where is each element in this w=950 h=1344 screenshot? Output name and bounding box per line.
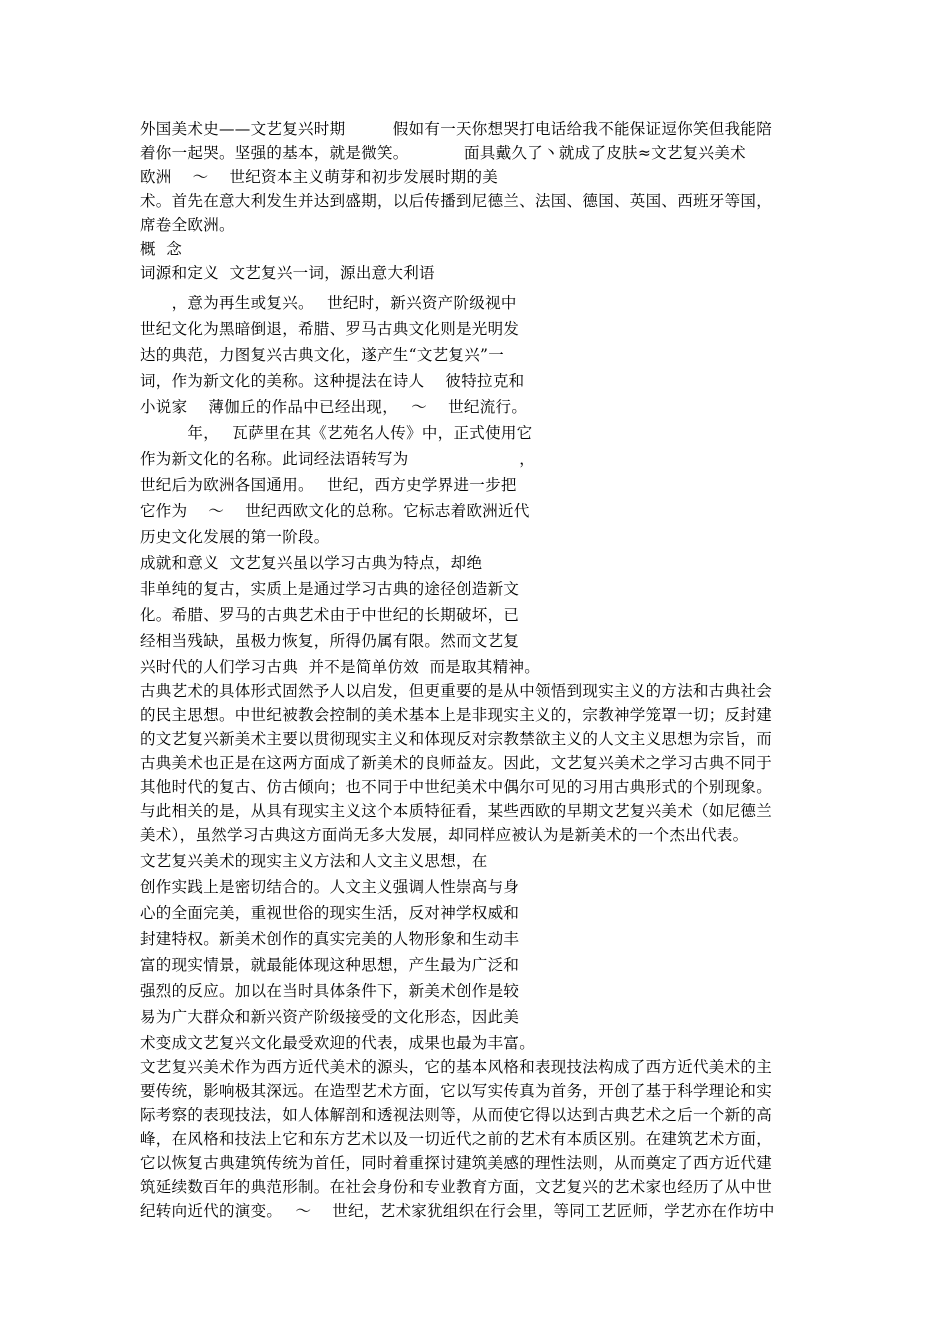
text-line: 它作为 ～ 世纪西欧文化的总称。它标志着欧洲近代 xyxy=(140,502,530,520)
text-line: 其他时代的复古、仿古倾向；也不同于中世纪美术中偶尔可见的习用古典形式的个别现象。 xyxy=(140,778,773,796)
text-line: 达的典范，力图复兴古典文化，遂产生“文艺复兴”一 xyxy=(140,346,505,364)
text-line: 席卷全欧洲。 xyxy=(140,216,235,234)
text-line: 成就和意义 文艺复兴虽以学习古典为特点，却绝 xyxy=(140,554,483,572)
text-line: 术。首先在意大利发生并达到盛期，以后传播到尼德兰、法国、德国、英国、西班牙等国， xyxy=(140,192,773,210)
text-line: 欧洲 ～ 世纪资本主义萌芽和初步发展时期的美 xyxy=(140,168,499,186)
text-line: 心的全面完美，重视世俗的现实生活，反对神学权威和 xyxy=(140,904,520,922)
text-line: 着你一起哭。坚强的基本，就是微笑。 面具戴久了丶就成了皮肤≈文艺复兴美术 xyxy=(140,144,746,162)
text-line: 外国美术史——文艺复兴时期 假如有一天你想哭打电话给我不能保证逗你笑但我能陪 xyxy=(140,120,773,138)
text-line: ，意为再生或复兴。 世纪时，新兴资产阶级视中 xyxy=(140,294,517,312)
text-line: 词，作为新文化的美称。这种提法在诗人 彼特拉克和 xyxy=(140,372,525,390)
text-line: 筑延续数百年的典范形制。在社会身份和专业教育方面，文艺复兴的艺术家也经历了从中世 xyxy=(140,1178,773,1196)
text-line: 易为广大群众和新兴资产阶级接受的文化形态，因此美 xyxy=(140,1008,520,1026)
text-line: 封建特权。新美术创作的真实完美的人物形象和生动丰 xyxy=(140,930,520,948)
text-line: 年， 瓦萨里在其《艺苑名人传》中，正式使用它 xyxy=(140,424,533,442)
text-line: 术变成文艺复兴文化最受欢迎的代表，成果也最为丰富。 xyxy=(140,1034,536,1052)
text-line: 纪转向近代的演变。 ～ 世纪，艺术家犹组织在行会里，等同工艺匠师，学艺亦在作坊中 xyxy=(140,1202,775,1220)
text-line: 古典艺术的具体形式固然予人以启发，但更重要的是从中领悟到现实主义的方法和古典社会 xyxy=(140,682,773,700)
text-line: 世纪后为欧洲各国通用。 世纪，西方史学界进一步把 xyxy=(140,476,517,494)
text-line: 美术），虽然学习古典这方面尚无多大发展，却同样应被认为是新美术的一个杰出代表。 xyxy=(140,826,749,844)
text-line: 创作实践上是密切结合的。人文主义强调人性崇高与身 xyxy=(140,878,520,896)
text-line: 作为新文化的名称。此词经法语转写为 ， xyxy=(140,450,536,468)
text-line: 的民主思想。中世纪被教会控制的美术基本上是非现实主义的，宗教神学笼罩一切；反封建 xyxy=(140,706,773,724)
text-line: 强烈的反应。加以在当时具体条件下，新美术创作是较 xyxy=(140,982,520,1000)
text-line: 要传统，影响极其深远。在造型艺术方面，它以写实传真为首务，开创了基于科学理论和实 xyxy=(140,1082,773,1100)
text-line: 文艺复兴美术的现实主义方法和人文主义思想，在 xyxy=(140,852,488,870)
text-line: 的文艺复兴新美术主要以贯彻现实主义和体现反对宗教禁欲主义的人文主义思想为宗旨，而 xyxy=(140,730,773,748)
text-line: 词源和定义 文艺复兴一词，源出意大利语 xyxy=(140,264,435,282)
text-line: 历史文化发展的第一阶段。 xyxy=(140,528,330,546)
text-line: 经相当残缺，虽极力恢复，所得仍属有限。然而文艺复 xyxy=(140,632,520,650)
text-line: 兴时代的人们学习古典 并不是简单仿效 而是取其精神。 xyxy=(140,658,541,676)
text-line: 世纪文化为黑暗倒退，希腊、罗马古典文化则是光明发 xyxy=(140,320,520,338)
text-line: 古典美术也正是在这两方面成了新美术的良师益友。因此，文艺复兴美术之学习古典不同于 xyxy=(140,754,773,772)
text-line: 与此相关的是，从具有现实主义这个本质特征看，某些西欧的早期文艺复兴美术（如尼德兰 xyxy=(140,802,773,820)
text-line: 化。希腊、罗马的古典艺术由于中世纪的长期破坏，已 xyxy=(140,606,520,624)
section-heading: 概 念 xyxy=(140,240,183,258)
text-line: 峰，在风格和技法上它和东方艺术以及一切近代之前的艺术有本质区别。在建筑艺术方面， xyxy=(140,1130,773,1148)
text-line: 非单纯的复古，实质上是通过学习古典的途径创造新文 xyxy=(140,580,520,598)
text-line: 富的现实情景，就最能体现这种思想，产生最为广泛和 xyxy=(140,956,520,974)
text-line: 小说家 薄伽丘的作品中已经出现， ～ 世纪流行。 xyxy=(140,398,528,416)
text-line: 它以恢复古典建筑传统为首任，同时着重探讨建筑美感的理性法则，从而奠定了西方近代建 xyxy=(140,1154,773,1172)
text-line: 文艺复兴美术作为西方近代美术的源头，它的基本风格和表现技法构成了西方近代美术的主 xyxy=(140,1058,773,1076)
text-line: 际考察的表现技法，如人体解剖和透视法则等，从而使它得以达到古典艺术之后一个新的高 xyxy=(140,1106,773,1124)
